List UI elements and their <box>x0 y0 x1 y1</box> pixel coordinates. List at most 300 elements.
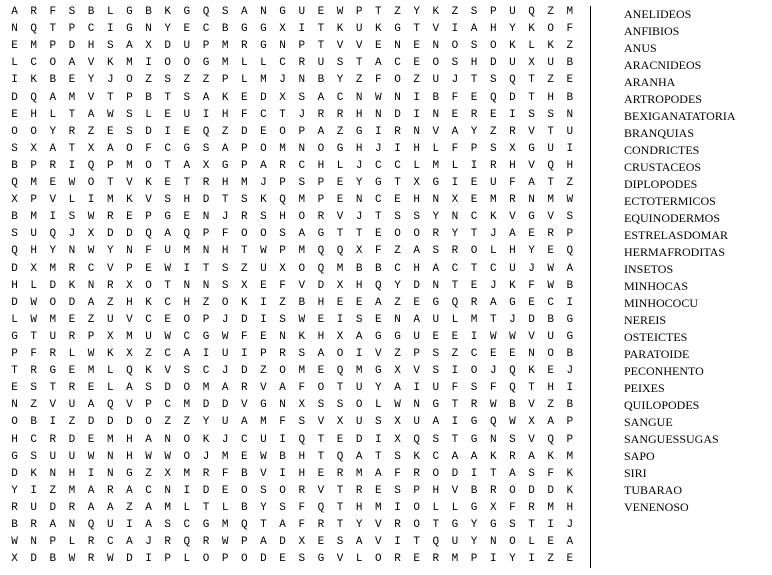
grid-letter[interactable]: N <box>375 108 382 121</box>
grid-letter[interactable]: R <box>240 40 248 53</box>
grid-letter[interactable]: U <box>68 399 76 412</box>
grid-letter[interactable]: J <box>145 536 152 549</box>
grid-letter[interactable]: K <box>202 433 210 446</box>
grid-letter[interactable]: N <box>183 279 191 292</box>
grid-letter[interactable]: D <box>106 228 114 241</box>
grid-letter[interactable]: G <box>394 330 401 343</box>
grid-letter[interactable]: U <box>432 382 440 395</box>
grid-letter[interactable]: Q <box>145 228 152 241</box>
grid-letter[interactable]: R <box>394 519 401 531</box>
grid-letter[interactable]: I <box>145 553 152 566</box>
grid-letter[interactable]: A <box>87 484 95 497</box>
grid-letter[interactable]: Y <box>451 228 459 241</box>
grid-letter[interactable]: I <box>49 416 57 429</box>
grid-letter[interactable]: T <box>451 279 459 292</box>
grid-letter[interactable]: Q <box>375 279 382 292</box>
grid-letter[interactable]: S <box>432 245 440 258</box>
grid-letter[interactable]: T <box>489 313 497 326</box>
grid-letter[interactable]: H <box>470 57 478 70</box>
grid-letter[interactable]: I <box>68 159 76 172</box>
grid-letter[interactable]: E <box>336 296 344 309</box>
grid-letter[interactable]: U <box>509 57 516 70</box>
grid-letter[interactable]: T <box>528 519 535 531</box>
grid-letter[interactable]: V <box>49 194 57 207</box>
grid-letter[interactable]: G <box>126 467 133 480</box>
grid-letter[interactable]: T <box>49 382 57 395</box>
grid-letter[interactable]: M <box>68 91 76 104</box>
grid-letter[interactable]: P <box>145 399 152 412</box>
grid-letter[interactable]: X <box>355 245 363 258</box>
grid-letter[interactable]: W <box>489 330 497 343</box>
grid-letter[interactable]: P <box>240 159 248 172</box>
grid-letter[interactable]: C <box>240 433 248 446</box>
grid-letter[interactable]: R <box>49 159 57 172</box>
grid-letter[interactable]: T <box>317 23 325 36</box>
grid-letter[interactable]: T <box>528 91 535 104</box>
grid-letter[interactable]: N <box>279 399 286 412</box>
grid-letter[interactable]: E <box>317 536 325 549</box>
grid-letter[interactable]: R <box>336 467 344 480</box>
grid-letter[interactable]: S <box>489 74 497 87</box>
grid-letter[interactable]: T <box>68 108 76 121</box>
grid-letter[interactable]: E <box>413 40 420 53</box>
grid-letter[interactable]: E <box>336 177 344 189</box>
grid-letter[interactable]: R <box>509 194 516 207</box>
grid-letter[interactable]: Q <box>202 6 210 18</box>
grid-letter[interactable]: F <box>221 467 229 480</box>
grid-letter[interactable]: L <box>106 365 114 378</box>
grid-letter[interactable]: Y <box>49 245 57 258</box>
grid-letter[interactable]: A <box>126 536 133 549</box>
grid-letter[interactable]: P <box>566 433 574 446</box>
grid-letter[interactable]: B <box>240 467 248 480</box>
grid-letter[interactable]: A <box>432 416 440 429</box>
grid-letter[interactable]: R <box>49 348 57 360</box>
grid-letter[interactable]: V <box>375 536 382 549</box>
grid-letter[interactable]: A <box>355 536 363 549</box>
grid-letter[interactable]: I <box>126 519 133 531</box>
grid-letter[interactable]: W <box>87 245 95 258</box>
grid-letter[interactable]: N <box>413 399 420 412</box>
grid-letter[interactable]: V <box>413 365 420 378</box>
grid-letter[interactable]: B <box>566 399 574 412</box>
grid-letter[interactable]: C <box>489 262 497 275</box>
grid-letter[interactable]: E <box>106 125 114 138</box>
grid-letter[interactable]: J <box>221 313 229 326</box>
grid-letter[interactable]: I <box>87 194 95 207</box>
grid-letter[interactable]: S <box>547 108 554 121</box>
grid-letter[interactable]: S <box>336 536 344 549</box>
grid-letter[interactable]: V <box>87 57 95 70</box>
grid-letter[interactable]: F <box>489 382 497 395</box>
grid-letter[interactable]: E <box>317 313 325 326</box>
grid-letter[interactable]: G <box>509 296 516 309</box>
grid-letter[interactable]: K <box>30 467 37 480</box>
grid-letter[interactable]: Z <box>68 416 76 429</box>
grid-letter[interactable]: I <box>528 553 535 566</box>
grid-letter[interactable]: G <box>183 6 191 18</box>
grid-letter[interactable]: A <box>451 125 459 138</box>
grid-letter[interactable]: K <box>489 211 497 224</box>
grid-letter[interactable]: A <box>566 536 574 549</box>
grid-letter[interactable]: X <box>279 262 286 275</box>
grid-letter[interactable]: U <box>355 382 363 395</box>
grid-letter[interactable]: L <box>451 159 459 172</box>
grid-letter[interactable]: H <box>279 211 286 224</box>
grid-letter[interactable]: Q <box>509 365 516 378</box>
grid-letter[interactable]: U <box>509 262 516 275</box>
grid-letter[interactable]: O <box>279 125 286 138</box>
grid-letter[interactable]: M <box>183 399 191 412</box>
grid-letter[interactable]: A <box>87 501 95 514</box>
grid-letter[interactable]: S <box>375 416 382 429</box>
grid-letter[interactable]: H <box>317 296 325 309</box>
grid-letter[interactable]: A <box>375 296 382 309</box>
grid-letter[interactable]: V <box>164 365 171 378</box>
grid-letter[interactable]: Q <box>509 382 516 395</box>
grid-letter[interactable]: T <box>470 228 478 241</box>
grid-letter[interactable]: N <box>528 348 535 360</box>
grid-letter[interactable]: D <box>317 279 325 292</box>
grid-letter[interactable]: Z <box>547 553 554 566</box>
grid-letter[interactable]: Y <box>355 177 363 189</box>
grid-letter[interactable]: V <box>375 348 382 360</box>
grid-letter[interactable]: E <box>68 74 76 87</box>
grid-letter[interactable]: U <box>298 6 306 18</box>
grid-letter[interactable]: X <box>202 159 210 172</box>
grid-letter[interactable]: J <box>509 313 516 326</box>
grid-letter[interactable]: S <box>528 467 535 480</box>
grid-letter[interactable]: E <box>11 382 18 395</box>
grid-letter[interactable]: O <box>413 228 420 241</box>
grid-letter[interactable]: O <box>11 125 18 138</box>
grid-letter[interactable]: A <box>126 382 133 395</box>
grid-letter[interactable]: D <box>509 91 516 104</box>
grid-letter[interactable]: S <box>68 211 76 224</box>
grid-letter[interactable]: A <box>375 57 382 70</box>
grid-letter[interactable]: Z <box>202 74 210 87</box>
grid-letter[interactable]: N <box>202 245 210 258</box>
grid-letter[interactable]: D <box>87 416 95 429</box>
grid-letter[interactable]: C <box>336 91 344 104</box>
grid-letter[interactable]: F <box>298 519 306 531</box>
grid-letter[interactable]: Y <box>11 484 18 497</box>
grid-letter[interactable]: E <box>221 484 229 497</box>
grid-letter[interactable]: C <box>375 194 382 207</box>
grid-letter[interactable]: E <box>489 108 497 121</box>
grid-letter[interactable]: C <box>30 57 37 70</box>
grid-letter[interactable]: A <box>279 382 286 395</box>
grid-letter[interactable]: H <box>355 142 363 155</box>
grid-letter[interactable]: G <box>202 57 210 70</box>
grid-letter[interactable]: U <box>221 348 229 360</box>
grid-letter[interactable]: L <box>106 6 114 18</box>
grid-letter[interactable]: V <box>145 194 152 207</box>
grid-letter[interactable]: O <box>145 159 152 172</box>
grid-letter[interactable]: G <box>355 125 363 138</box>
grid-letter[interactable]: S <box>394 450 401 463</box>
grid-letter[interactable]: K <box>145 296 152 309</box>
grid-letter[interactable]: S <box>298 91 306 104</box>
grid-letter[interactable]: I <box>336 313 344 326</box>
grid-letter[interactable]: G <box>528 211 535 224</box>
grid-letter[interactable]: M <box>221 57 229 70</box>
grid-letter[interactable]: M <box>126 57 133 70</box>
grid-letter[interactable]: Z <box>566 40 574 53</box>
grid-letter[interactable]: B <box>11 519 18 531</box>
grid-letter[interactable]: G <box>470 433 478 446</box>
grid-letter[interactable]: W <box>68 177 76 189</box>
grid-letter[interactable]: S <box>240 194 248 207</box>
grid-letter[interactable]: G <box>375 330 382 343</box>
grid-letter[interactable]: Y <box>106 245 114 258</box>
grid-letter[interactable]: O <box>87 177 95 189</box>
grid-letter[interactable]: R <box>470 108 478 121</box>
grid-letter[interactable]: J <box>355 159 363 172</box>
grid-letter[interactable]: T <box>240 245 248 258</box>
grid-letter[interactable]: T <box>375 450 382 463</box>
grid-letter[interactable]: D <box>413 279 420 292</box>
grid-letter[interactable]: H <box>30 108 37 121</box>
grid-letter[interactable]: A <box>49 519 57 531</box>
grid-letter[interactable]: N <box>528 194 535 207</box>
grid-letter[interactable]: T <box>221 194 229 207</box>
grid-letter[interactable]: S <box>298 416 306 429</box>
grid-letter[interactable]: R <box>68 501 76 514</box>
grid-letter[interactable]: M <box>221 450 229 463</box>
grid-letter[interactable]: T <box>355 57 363 70</box>
grid-letter[interactable]: U <box>413 416 420 429</box>
grid-letter[interactable]: T <box>470 74 478 87</box>
grid-letter[interactable]: P <box>164 553 171 566</box>
grid-letter[interactable]: E <box>279 553 286 566</box>
grid-letter[interactable]: Q <box>528 6 535 18</box>
grid-letter[interactable]: E <box>183 125 191 138</box>
grid-letter[interactable]: Q <box>489 416 497 429</box>
grid-letter[interactable]: Z <box>30 399 37 412</box>
grid-letter[interactable]: N <box>260 6 267 18</box>
grid-letter[interactable]: N <box>145 23 152 36</box>
grid-letter[interactable]: J <box>221 211 229 224</box>
grid-letter[interactable]: R <box>432 553 440 566</box>
grid-letter[interactable]: D <box>126 553 133 566</box>
grid-letter[interactable]: O <box>547 23 554 36</box>
grid-letter[interactable]: K <box>528 23 535 36</box>
grid-letter[interactable]: O <box>183 57 191 70</box>
grid-letter[interactable]: P <box>221 74 229 87</box>
grid-letter[interactable]: A <box>164 228 171 241</box>
grid-letter[interactable]: N <box>355 91 363 104</box>
grid-letter[interactable]: V <box>528 433 535 446</box>
grid-letter[interactable]: N <box>432 279 440 292</box>
grid-letter[interactable]: T <box>106 91 114 104</box>
grid-letter[interactable]: H <box>30 245 37 258</box>
grid-letter[interactable]: R <box>106 211 114 224</box>
grid-letter[interactable]: D <box>11 467 18 480</box>
grid-letter[interactable]: E <box>164 177 171 189</box>
grid-letter[interactable]: S <box>355 313 363 326</box>
grid-letter[interactable]: G <box>11 330 18 343</box>
grid-letter[interactable]: U <box>509 6 516 18</box>
grid-letter[interactable]: O <box>221 296 229 309</box>
grid-letter[interactable]: U <box>451 536 459 549</box>
grid-letter[interactable]: V <box>260 382 267 395</box>
grid-letter[interactable]: P <box>298 125 306 138</box>
grid-letter[interactable]: O <box>355 399 363 412</box>
grid-letter[interactable]: R <box>279 348 286 360</box>
grid-letter[interactable]: O <box>260 228 267 241</box>
grid-letter[interactable]: P <box>489 6 497 18</box>
grid-letter[interactable]: Q <box>11 177 18 189</box>
grid-letter[interactable]: U <box>317 57 325 70</box>
grid-letter[interactable]: L <box>528 40 535 53</box>
grid-letter[interactable]: A <box>202 91 210 104</box>
grid-letter[interactable]: A <box>528 450 535 463</box>
grid-letter[interactable]: V <box>528 399 535 412</box>
grid-letter[interactable]: W <box>375 91 382 104</box>
grid-letter[interactable]: K <box>106 348 114 360</box>
grid-letter[interactable]: M <box>49 313 57 326</box>
grid-letter[interactable]: M <box>298 245 306 258</box>
grid-letter[interactable]: P <box>126 91 133 104</box>
grid-letter[interactable]: T <box>202 501 210 514</box>
grid-letter[interactable]: E <box>489 348 497 360</box>
grid-letter[interactable]: S <box>509 519 516 531</box>
grid-letter[interactable]: K <box>566 484 574 497</box>
grid-letter[interactable]: H <box>509 245 516 258</box>
grid-letter[interactable]: W <box>509 330 516 343</box>
grid-letter[interactable]: S <box>451 57 459 70</box>
grid-letter[interactable]: Q <box>336 450 344 463</box>
grid-letter[interactable]: E <box>470 279 478 292</box>
grid-letter[interactable]: R <box>68 125 76 138</box>
grid-letter[interactable]: I <box>106 23 114 36</box>
grid-letter[interactable]: Z <box>183 74 191 87</box>
grid-letter[interactable]: M <box>30 211 37 224</box>
grid-letter[interactable]: I <box>202 108 210 121</box>
grid-letter[interactable]: N <box>451 211 459 224</box>
grid-letter[interactable]: J <box>221 365 229 378</box>
grid-letter[interactable]: A <box>566 262 574 275</box>
grid-letter[interactable]: W <box>221 330 229 343</box>
grid-letter[interactable]: Z <box>240 262 248 275</box>
grid-letter[interactable]: W <box>145 450 152 463</box>
grid-letter[interactable]: B <box>317 74 325 87</box>
grid-letter[interactable]: A <box>49 91 57 104</box>
grid-letter[interactable]: L <box>432 501 440 514</box>
grid-letter[interactable]: E <box>470 91 478 104</box>
grid-letter[interactable]: R <box>528 501 535 514</box>
grid-letter[interactable]: L <box>355 553 363 566</box>
grid-letter[interactable]: E <box>375 313 382 326</box>
grid-letter[interactable]: V <box>432 125 440 138</box>
grid-letter[interactable]: A <box>413 245 420 258</box>
grid-letter[interactable]: Q <box>126 365 133 378</box>
grid-letter[interactable]: Y <box>528 245 535 258</box>
grid-letter[interactable]: E <box>336 433 344 446</box>
grid-letter[interactable]: M <box>355 365 363 378</box>
grid-letter[interactable]: V <box>260 467 267 480</box>
grid-letter[interactable]: E <box>240 450 248 463</box>
grid-letter[interactable]: W <box>260 245 267 258</box>
grid-letter[interactable]: K <box>164 6 171 18</box>
grid-letter[interactable]: Z <box>547 74 554 87</box>
grid-letter[interactable]: O <box>183 382 191 395</box>
grid-letter[interactable]: P <box>11 348 18 360</box>
grid-letter[interactable]: S <box>298 177 306 189</box>
grid-letter[interactable]: A <box>11 6 18 18</box>
grid-letter[interactable]: F <box>451 91 459 104</box>
grid-letter[interactable]: O <box>317 142 325 155</box>
grid-letter[interactable]: T <box>528 382 535 395</box>
grid-letter[interactable]: A <box>317 348 325 360</box>
grid-letter[interactable]: N <box>279 330 286 343</box>
grid-letter[interactable]: S <box>298 553 306 566</box>
grid-letter[interactable]: Y <box>413 6 420 18</box>
grid-letter[interactable]: W <box>164 450 171 463</box>
grid-letter[interactable]: I <box>451 23 459 36</box>
grid-letter[interactable]: E <box>260 125 267 138</box>
grid-letter[interactable]: I <box>183 262 191 275</box>
grid-letter[interactable]: Y <box>202 416 210 429</box>
grid-letter[interactable]: S <box>470 6 478 18</box>
grid-letter[interactable]: U <box>260 433 267 446</box>
grid-letter[interactable]: T <box>451 433 459 446</box>
grid-letter[interactable]: K <box>528 365 535 378</box>
grid-letter[interactable]: I <box>145 57 152 70</box>
grid-letter[interactable]: D <box>202 484 210 497</box>
grid-letter[interactable]: Y <box>336 74 344 87</box>
grid-letter[interactable]: M <box>432 159 440 172</box>
grid-letter[interactable]: L <box>413 159 420 172</box>
grid-letter[interactable]: H <box>221 177 229 189</box>
grid-letter[interactable]: P <box>279 245 286 258</box>
grid-letter[interactable]: L <box>68 194 76 207</box>
grid-letter[interactable]: N <box>106 450 114 463</box>
grid-letter[interactable]: D <box>202 399 210 412</box>
grid-letter[interactable]: I <box>566 142 574 155</box>
grid-letter[interactable]: H <box>317 159 325 172</box>
grid-letter[interactable]: N <box>202 279 210 292</box>
grid-letter[interactable]: C <box>183 330 191 343</box>
grid-letter[interactable]: A <box>355 450 363 463</box>
grid-letter[interactable]: E <box>317 365 325 378</box>
grid-letter[interactable]: I <box>279 433 286 446</box>
grid-letter[interactable]: Z <box>202 296 210 309</box>
grid-letter[interactable]: M <box>279 142 286 155</box>
grid-letter[interactable]: R <box>11 501 18 514</box>
grid-letter[interactable]: H <box>87 40 95 53</box>
grid-letter[interactable]: B <box>49 74 57 87</box>
grid-letter[interactable]: O <box>183 450 191 463</box>
grid-letter[interactable]: W <box>11 536 18 549</box>
grid-letter[interactable]: N <box>68 245 76 258</box>
grid-letter[interactable]: P <box>87 330 95 343</box>
grid-letter[interactable]: R <box>279 159 286 172</box>
grid-letter[interactable]: A <box>145 433 152 446</box>
grid-letter[interactable]: A <box>260 159 267 172</box>
grid-letter[interactable]: F <box>566 23 574 36</box>
grid-letter[interactable]: S <box>164 519 171 531</box>
grid-letter[interactable]: P <box>413 484 420 497</box>
grid-letter[interactable]: E <box>451 330 459 343</box>
grid-letter[interactable]: D <box>126 228 133 241</box>
grid-letter[interactable]: K <box>106 57 114 70</box>
grid-letter[interactable]: W <box>87 211 95 224</box>
grid-letter[interactable]: G <box>202 330 210 343</box>
grid-letter[interactable]: O <box>11 416 18 429</box>
grid-letter[interactable]: V <box>528 125 535 138</box>
